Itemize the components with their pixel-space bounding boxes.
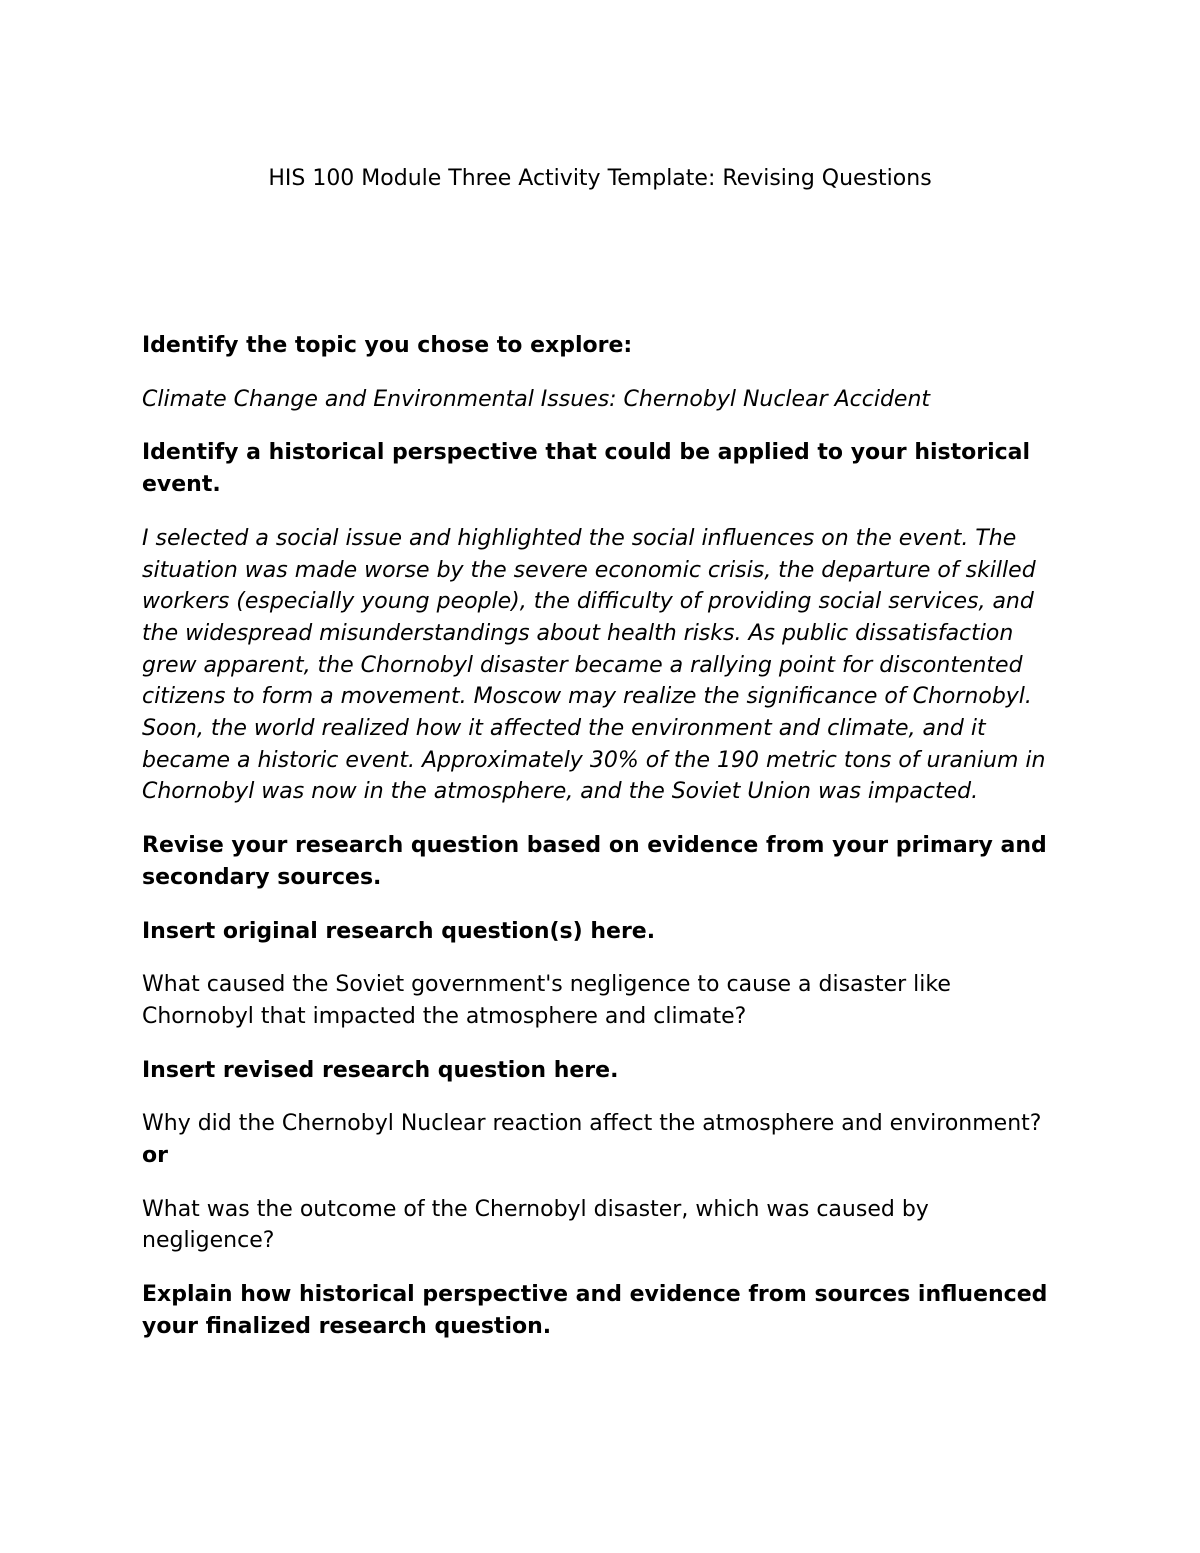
perspective-heading: Identify a historical perspective that could be applied to your historical event. — [142, 440, 1031, 498]
topic-heading: Identify the topic you chose to explore: — [142, 333, 633, 358]
revised-answer-1-text: Why did the Chernobyl Nuclear reaction affect the atmosphere and environment? — [142, 1111, 1042, 1137]
explain-heading: Explain how historical perspective and evidence from sources influenced your finalized research question. — [142, 1282, 1048, 1339]
topic-answer: Climate Change and Environmental Issues: Chernobyl Nuclear Accident — [142, 386, 931, 412]
perspective-answer: I selected a social issue and highlighted the social influences on the event. The situation was made worse by the severe economic crisis, the departure of skilled workers (especially young people), the difficulty of providing social services, and the widespread misunderstandings about health risks. As public dissatisfaction grew apparent, the Chornobyl disaster became a rallying point for discontented citizens to form a movement. Moscow may realize the significance of Chornobyl. Soon, the world realized how it affected the environment and climate, and it became a historic event. Approximately 30% of the 190 metric tons of uranium in Chornobyl was now in the atmosphere, and the Soviet Union was impacted. — [142, 525, 1046, 805]
revised-question-answer-2: What was the outcome of the Chernobyl disaster, which was caused by negligence? — [142, 1196, 929, 1254]
original-question-heading: Insert original research question(s) here. — [142, 918, 656, 944]
revised-question-answer-1 — [142, 1108, 1067, 1171]
revised-or-label: or — [142, 1143, 168, 1169]
revised-question-heading: Insert revised research question here. — [142, 1057, 619, 1083]
document-body — [142, 330, 1067, 1343]
original-question-answer: What caused the Soviet government's negligence to cause a disaster like Chornobyl that impacted the atmosphere and climate? — [142, 972, 951, 1029]
document-title: HIS 100 Module Three Activity Template: Revising Questions — [268, 166, 932, 191]
revise-heading: Revise your research question based on evidence from your primary and secondary sources. — [142, 833, 1047, 890]
